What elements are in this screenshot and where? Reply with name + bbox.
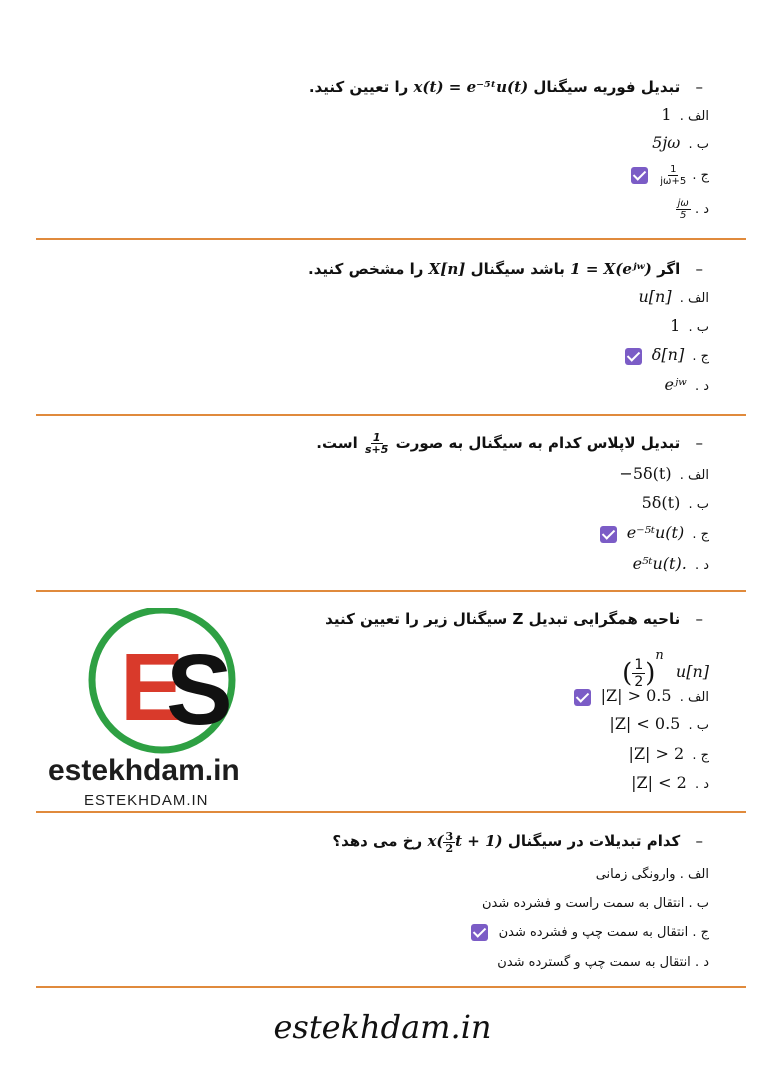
q5-fraction: $\frac{3}{2}$ [445,829,454,855]
question-4-text: – ناحیه همگرایی تبدیل Z سیگنال زیر را تعیین کنید [325,610,703,628]
checkbox-checked-icon[interactable] [600,526,617,543]
q5-option-a[interactable]: الف . وارونگی زمانی [595,867,709,882]
q5-option-d[interactable]: د . انتقال به سمت چپ و گسترده شدن [497,955,709,970]
q1-option-c[interactable]: ج . $\frac{1}{5+j\omega}$ [631,164,709,187]
q3-option-b[interactable]: ب . 5δ(t) [641,493,709,512]
logo-letter-e: E [120,634,185,741]
footer-watermark: estekhdam.in [273,1008,492,1046]
q4-option-a[interactable]: الف . |Z| > 0.5 [574,685,710,709]
logo-text: estekhdam.in [48,754,240,787]
q4-option-b[interactable]: ب . |Z| < 0.5 [609,714,709,733]
q1-option-a[interactable]: الف . 1 [661,105,709,124]
question-3-text: – تبدیل لاپلاس کدام به سیگنال به صورت $\frac{1}{s+5}$ است. [316,431,703,456]
q4-signal-fraction: $\frac{1}{2}$ [634,657,644,690]
checkbox-checked-icon[interactable] [631,167,648,184]
q3-option-a[interactable]: الف . −5δ(t) [619,464,709,483]
question-5-text: – کدام تبدیلات در سیگنال x( $\frac{3}{2}$ t + 1) رخ می دهد؟ [332,829,703,855]
checkbox-checked-icon[interactable] [471,924,488,941]
q2-option-c[interactable]: ج . δ[n] [625,344,709,368]
question-1-text: – تبدیل فوریه سیگنال x(t) = e⁻⁵ᵗu(t) را تعیین کنید. [308,78,703,96]
q1-option-b[interactable]: ب . 5jω [652,133,709,152]
logo-subtext: ESTEKHDAM.IN [84,792,209,809]
q1-option-d-fraction: $\frac{j\omega}{5}$ [677,198,689,221]
q4-option-d[interactable]: د . |Z| < 2 [631,773,709,792]
q2-option-d[interactable]: د . eʲʷ [664,375,709,394]
divider [36,811,746,813]
question-2-text: – اگر 1 = X(eʲʷ) باشد سیگنال X[n] را مشخص کنید. [308,260,703,278]
divider [36,238,746,240]
q4-signal: ( $\frac{1}{2}$ )$^n$ u[n] [622,648,709,690]
divider [36,986,746,988]
q5-option-c[interactable]: ج . انتقال به سمت چپ و فشرده شدن [471,922,709,944]
q3-fraction: $\frac{1}{s+5}$ [364,431,389,456]
q1-option-d[interactable]: د . $\frac{j\omega}{5}$ [677,198,709,221]
checkbox-checked-icon[interactable] [574,689,591,706]
divider [36,414,746,416]
logo-letter-s: S [166,634,233,746]
q3-option-c[interactable]: ج . e⁻⁵ᵗu(t) [600,522,709,546]
q5-option-b[interactable]: ب . انتقال به سمت راست و فشرده شدن [481,896,709,911]
q2-option-a[interactable]: الف . u[n] [638,287,709,306]
q2-option-b[interactable]: ب . 1 [670,316,709,335]
q1-option-c-fraction: $\frac{1}{5+j\omega}$ [660,164,687,187]
q4-option-c[interactable]: ج . |Z| > 2 [628,744,709,763]
q3-option-d[interactable]: د . e⁵ᵗu(t). [632,554,709,573]
divider [36,590,746,592]
checkbox-checked-icon[interactable] [625,348,642,365]
